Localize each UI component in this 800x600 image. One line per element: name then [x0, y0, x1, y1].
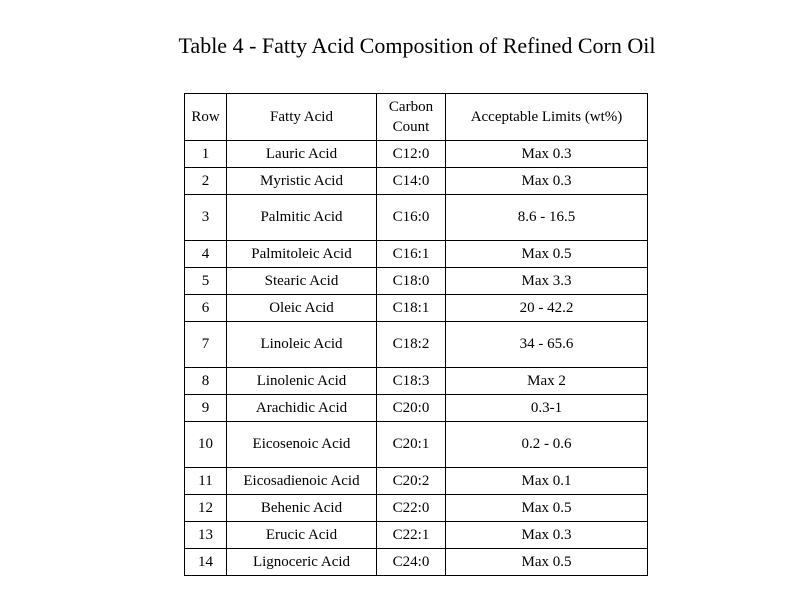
cell-row: 13	[185, 522, 227, 549]
cell-carbon-count: C14:0	[377, 168, 446, 195]
cell-limit: 20 - 42.2	[446, 295, 648, 322]
cell-limit: Max 0.3	[446, 168, 648, 195]
cell-limit: Max 3.3	[446, 268, 648, 295]
cell-row: 3	[185, 195, 227, 241]
cell-fatty-acid: Stearic Acid	[227, 268, 377, 295]
cell-fatty-acid: Palmitoleic Acid	[227, 241, 377, 268]
fatty-acid-table	[184, 93, 648, 576]
cell-row: 9	[185, 395, 227, 422]
cell-fatty-acid: Behenic Acid	[227, 495, 377, 522]
cell-carbon-count: C22:1	[377, 522, 446, 549]
header-carbon-count	[377, 94, 446, 141]
cell-limit: 0.2 - 0.6	[446, 422, 648, 468]
table-row	[185, 322, 648, 368]
cell-fatty-acid: Eicosadienoic Acid	[227, 468, 377, 495]
cell-limit: 8.6 - 16.5	[446, 195, 648, 241]
header-carbon-line2: Count	[392, 119, 430, 135]
table-row	[185, 395, 648, 422]
table-row	[185, 195, 648, 241]
cell-fatty-acid: Lignoceric Acid	[227, 549, 377, 576]
cell-carbon-count: C24:0	[377, 549, 446, 576]
table-row	[185, 168, 648, 195]
cell-carbon-count: C16:0	[377, 195, 446, 241]
cell-limit: Max 0.3	[446, 522, 648, 549]
cell-fatty-acid: Eicosenoic Acid	[227, 422, 377, 468]
cell-row: 4	[185, 241, 227, 268]
cell-fatty-acid: Lauric Acid	[227, 141, 377, 168]
cell-row: 2	[185, 168, 227, 195]
table-row	[185, 468, 648, 495]
cell-carbon-count: C18:1	[377, 295, 446, 322]
cell-limit: Max 0.3	[446, 141, 648, 168]
cell-limit: Max 0.1	[446, 468, 648, 495]
cell-fatty-acid: Myristic Acid	[227, 168, 377, 195]
cell-carbon-count: C18:3	[377, 368, 446, 395]
cell-row: 6	[185, 295, 227, 322]
cell-limit: Max 0.5	[446, 241, 648, 268]
cell-fatty-acid: Linoleic Acid	[227, 322, 377, 368]
cell-fatty-acid: Palmitic Acid	[227, 195, 377, 241]
header-carbon-line1: Carbon	[388, 99, 434, 115]
page-title: Table 4 - Fatty Acid Composition of Refined Corn Oil	[178, 33, 656, 58]
cell-limit: Max 2	[446, 368, 648, 395]
cell-carbon-count: C12:0	[377, 141, 446, 168]
cell-fatty-acid: Arachidic Acid	[227, 395, 377, 422]
table-row	[185, 495, 648, 522]
table-row	[185, 268, 648, 295]
cell-fatty-acid: Linolenic Acid	[227, 368, 377, 395]
header-fatty-acid: Fatty Acid	[227, 94, 377, 141]
cell-row: 7	[185, 322, 227, 368]
cell-carbon-count: C20:2	[377, 468, 446, 495]
cell-fatty-acid: Oleic Acid	[227, 295, 377, 322]
header-row: Row	[185, 94, 227, 141]
cell-limit: 34 - 65.6	[446, 322, 648, 368]
cell-carbon-count: C20:1	[377, 422, 446, 468]
cell-limit: Max 0.5	[446, 495, 648, 522]
cell-carbon-count: C18:0	[377, 268, 446, 295]
table-row	[185, 422, 648, 468]
cell-carbon-count: C20:0	[377, 395, 446, 422]
table-row	[185, 522, 648, 549]
cell-carbon-count: C22:0	[377, 495, 446, 522]
cell-carbon-count: C16:1	[377, 241, 446, 268]
table-row	[185, 549, 648, 576]
header-acceptable-limits: Acceptable Limits (wt%)	[446, 94, 648, 141]
table-row	[185, 368, 648, 395]
cell-row: 14	[185, 549, 227, 576]
cell-limit: 0.3-1	[446, 395, 648, 422]
cell-row: 11	[185, 468, 227, 495]
table-header-row	[185, 94, 648, 141]
cell-row: 5	[185, 268, 227, 295]
cell-carbon-count: C18:2	[377, 322, 446, 368]
table-row	[185, 241, 648, 268]
cell-fatty-acid: Erucic Acid	[227, 522, 377, 549]
cell-row: 1	[185, 141, 227, 168]
cell-row: 12	[185, 495, 227, 522]
cell-limit: Max 0.5	[446, 549, 648, 576]
cell-row: 8	[185, 368, 227, 395]
table-row	[185, 141, 648, 168]
cell-row: 10	[185, 422, 227, 468]
table-row	[185, 295, 648, 322]
